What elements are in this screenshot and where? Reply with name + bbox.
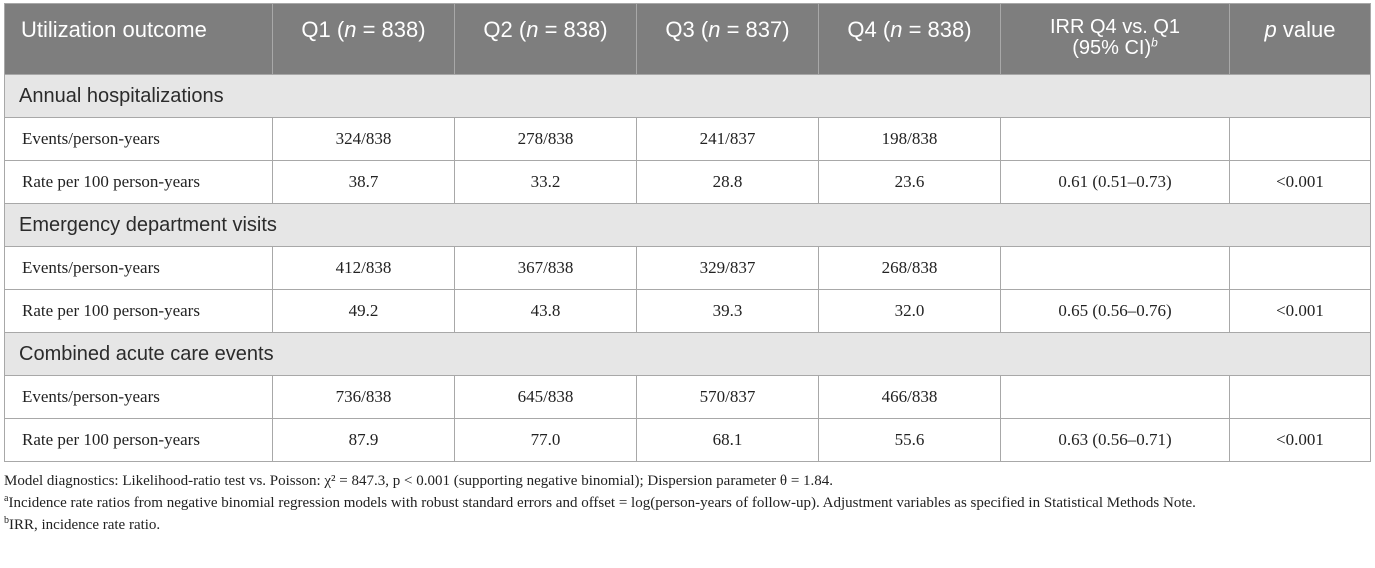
footnote-b-text: IRR, incidence rate ratio.	[9, 517, 161, 533]
section-row	[5, 333, 1371, 376]
section-title: Combined acute care events	[5, 333, 1371, 376]
cell-q3: 570/837	[637, 376, 819, 419]
table-row	[5, 161, 1371, 204]
header-irr: IRR Q4 vs. Q1 (95% CI)$^b$	[1001, 4, 1230, 75]
cell-q3: 329/837	[637, 247, 819, 290]
cell-p-value	[1230, 247, 1371, 290]
header-q1: Q1 (n = 838)	[273, 4, 455, 75]
header-utilization-outcome: Utilization outcome	[5, 4, 273, 75]
cell-q1: 412/838	[273, 247, 455, 290]
section-row	[5, 75, 1371, 118]
cell-q1: 49.2	[273, 290, 455, 333]
cell-q1: 736/838	[273, 376, 455, 419]
cell-q4: 268/838	[819, 247, 1001, 290]
header-row	[5, 4, 1371, 75]
cell-q4: 55.6	[819, 419, 1001, 462]
cell-irr	[1001, 118, 1230, 161]
cell-q1: 87.9	[273, 419, 455, 462]
table-row	[5, 290, 1371, 333]
section-title: Emergency department visits	[5, 204, 1371, 247]
cell-q3: 39.3	[637, 290, 819, 333]
cell-q2: 367/838	[455, 247, 637, 290]
utilization-table	[4, 3, 1371, 462]
header-q3: Q3 (n = 837)	[637, 4, 819, 75]
cell-irr: 0.65 (0.56–0.76)	[1001, 290, 1230, 333]
section-row	[5, 204, 1371, 247]
cell-p-value	[1230, 118, 1371, 161]
cell-p-value: <0.001	[1230, 161, 1371, 204]
cell-irr: 0.61 (0.51–0.73)	[1001, 161, 1230, 204]
footnote-diagnostics: Model diagnostics: Likelihood-ratio test vs. Poisson: χ² = 847.3, p < 0.001 (supporting negative binomial); Dispersion parameter θ = 1.84.	[4, 473, 834, 489]
cell-q2: 33.2	[455, 161, 637, 204]
cell-q2: 278/838	[455, 118, 637, 161]
cell-irr	[1001, 376, 1230, 419]
header-q4: Q4 (n = 838)	[819, 4, 1001, 75]
table-row	[5, 247, 1371, 290]
results-table-container	[4, 3, 1370, 462]
row-label: Rate per 100 person-years	[5, 419, 273, 462]
footnote-a-text: Incidence rate ratios from negative binomial regression models with robust standard errors and offset = log(person-years of follow-up). Adjustment variables as specified in Statistical Methods Note.	[8, 495, 1196, 511]
table-row	[5, 118, 1371, 161]
cell-q2: 77.0	[455, 419, 637, 462]
row-label: Events/person-years	[5, 247, 273, 290]
cell-q2: 43.8	[455, 290, 637, 333]
cell-q3: 68.1	[637, 419, 819, 462]
row-label: Rate per 100 person-years	[5, 161, 273, 204]
cell-irr	[1001, 247, 1230, 290]
footnote-b	[4, 514, 1370, 536]
cell-q4: 23.6	[819, 161, 1001, 204]
footnote-a-mark: a	[4, 493, 9, 504]
cell-q3: 28.8	[637, 161, 819, 204]
cell-q3: 241/837	[637, 118, 819, 161]
cell-q1: 38.7	[273, 161, 455, 204]
table-row	[5, 376, 1371, 419]
cell-q2: 645/838	[455, 376, 637, 419]
cell-p-value: <0.001	[1230, 419, 1371, 462]
cell-q4: 198/838	[819, 118, 1001, 161]
cell-q1: 324/838	[273, 118, 455, 161]
header-p-value: p value	[1230, 4, 1371, 75]
header-q2: Q2 (n = 838)	[455, 4, 637, 75]
table-row	[5, 419, 1371, 462]
cell-q4: 32.0	[819, 290, 1001, 333]
row-label: Rate per 100 person-years	[5, 290, 273, 333]
footnote-a	[4, 492, 1370, 514]
cell-irr: 0.63 (0.56–0.71)	[1001, 419, 1230, 462]
row-label: Events/person-years	[5, 118, 273, 161]
cell-p-value: <0.001	[1230, 290, 1371, 333]
cell-q4: 466/838	[819, 376, 1001, 419]
footnote-b-mark: b	[4, 515, 9, 526]
table-footnotes	[4, 470, 1370, 536]
section-title: Annual hospitalizations	[5, 75, 1371, 118]
cell-p-value	[1230, 376, 1371, 419]
row-label: Events/person-years	[5, 376, 273, 419]
